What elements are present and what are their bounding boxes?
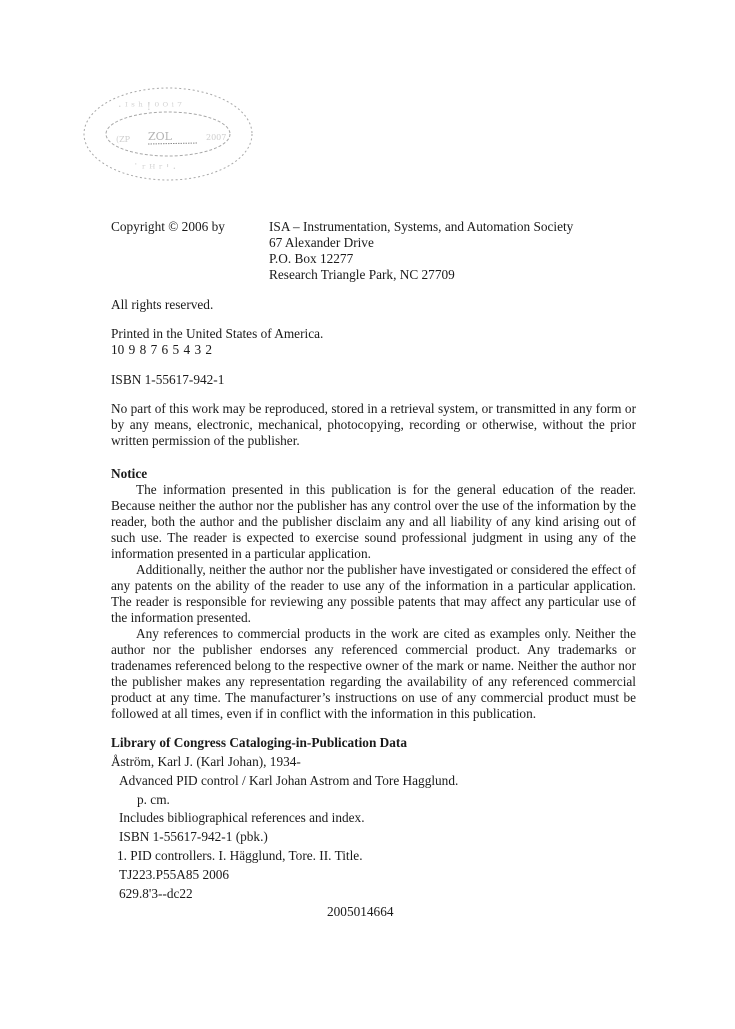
address-line: 67 Alexander Drive [269,235,374,250]
cip-dewey: 629.8'3--dc22 [119,885,193,901]
publisher-name: ISA – Instrumentation, Systems, and Automation Society [269,219,574,234]
publisher-address [269,219,573,283]
svg-text:ZOL: ZOL [148,130,172,143]
notice-paragraph: The information presented in this publication is for the general education of the reader. Because neither the author nor the publisher has any control over the use of the information by the reader, both the author and the publisher disclaim any and all liability of any kind arising out of such use. The reader is expected to exercise sound professional judgment in using any of the information presented in a particular application. [111,482,636,561]
copyright-block [111,219,636,283]
address-line: P.O. Box 12277 [269,251,354,266]
cip-lc-class: TJ223.P55A85 2006 [119,866,230,882]
copyright-page [111,219,636,922]
svg-text:· ᴵ ˢ ʰ ! ⁰ ᴼ ⁱ ⁷: · ᴵ ˢ ʰ ! ⁰ ᴼ ⁱ ⁷ [118,100,182,113]
printed-in: Printed in the United States of America. [111,326,324,341]
svg-text:˙ ʳ ᴴ ʳ ' ·: ˙ ʳ ᴴ ʳ ' · [133,162,177,175]
cip-title: Advanced PID control / Karl Johan Astrom and Tore Hagglund. [119,772,459,788]
cip-subjects: 1. PID controllers. I. Hägglund, Tore. II. Title. [117,847,363,863]
copyright-label: Copyright © 2006 by [111,219,225,234]
cip-heading: Library of Congress Cataloging-in-Publication Data [111,735,407,750]
notice-paragraph: Any references to commercial products in the work are cited as examples only. Neither the author nor the publisher endorses any referenced commercial product. Any trademarks or tradenames referenced belong to the respective owner of the mark or name. Neither the author nor the publisher makes any representation regarding the availability of any referenced commercial product at any time. The manufacturer’s instructions on use of any commercial product must be followed at all times, even if in conflict with the information in this publication. [111,626,636,721]
cip-record [111,753,636,922]
cip-lccn: 2005014664 [327,904,394,920]
printing-block [111,326,636,358]
address-line: Research Triangle Park, NC 27709 [269,267,455,282]
reproduction-notice: No part of this work may be reproduced, stored in a retrieval system, or transmitted in any form or by any means, electronic, mechanical, photocopying, recording or otherwise, without the prior written permission of the publisher. [111,401,636,448]
printing-line: 10 9 8 7 6 5 4 3 2 [111,342,213,357]
cip-author: Åström, Karl J. (Karl Johan), 1934- [111,754,301,769]
isbn-line: ISBN 1-55617-942-1 [111,372,225,387]
svg-text:(ZP: (ZP [116,135,131,144]
cip-includes: Includes bibliographical references and index. [119,810,365,826]
rights-statement: All rights reserved. [111,297,214,312]
notice-heading: Notice [111,466,148,481]
notice-paragraph: Additionally, neither the author nor the publisher have investigated or considered the effect of any patents on the ability of the reader to use any of the information in a particular application. The reader is responsible for reviewing any possible patents that may affect any particular use of the information presented. [111,562,636,625]
svg-text:2007: 2007 [206,133,227,142]
cip-isbn: ISBN 1-55617-942-1 (pbk.) [119,829,268,845]
cip-pages: p. cm. [137,791,170,807]
library-stamp [78,82,258,188]
